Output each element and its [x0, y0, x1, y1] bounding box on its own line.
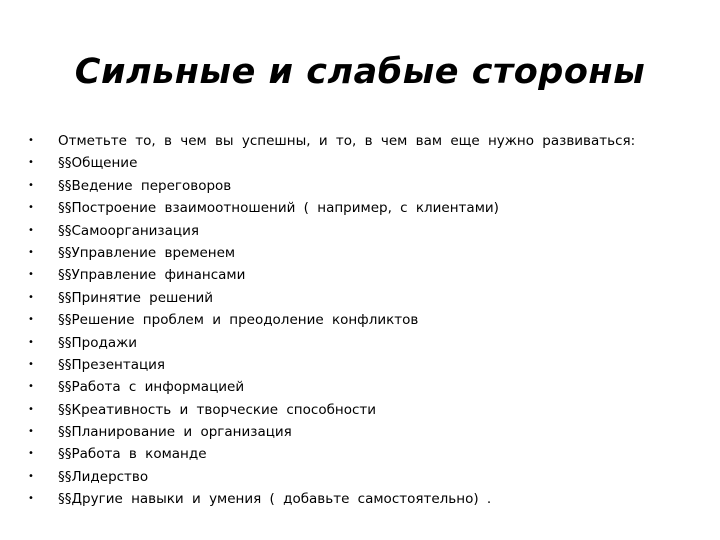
bullet-icon: •	[28, 179, 34, 191]
list-item-text: §§Ведение переговоров	[58, 177, 232, 194]
list-item-text: §§Работа в команде	[58, 446, 207, 463]
bullet-icon: •	[28, 157, 34, 169]
list-item	[28, 197, 698, 219]
list-item	[28, 332, 698, 354]
list-item-text: §§Лидерство	[58, 468, 149, 485]
bullet-icon: •	[28, 336, 34, 348]
list-item	[28, 354, 698, 376]
list-item	[28, 488, 698, 510]
list-item	[28, 220, 698, 242]
list-item-text: Отметьте то, в чем вы успешны, и то, в чем вам еще нужно развиваться:	[58, 133, 636, 149]
list-item	[28, 242, 698, 264]
list-item	[28, 309, 698, 331]
bullet-icon: •	[28, 135, 34, 146]
bullet-list	[28, 130, 698, 511]
list-item	[28, 399, 698, 421]
list-item-text: §§Общение	[58, 155, 138, 172]
list-item	[28, 376, 698, 398]
bullet-icon: •	[28, 224, 34, 236]
slide-title: Сильные и слабые стороны	[74, 52, 646, 92]
bullet-icon: •	[28, 493, 34, 505]
list-item-text: §§Управление временем	[58, 244, 236, 261]
bullet-icon: •	[28, 202, 34, 214]
list-item	[28, 130, 698, 152]
bullet-icon: •	[28, 269, 34, 281]
list-item-text: §§Управление финансами	[58, 267, 246, 284]
bullet-icon: •	[28, 246, 34, 258]
bullet-icon: •	[28, 403, 34, 415]
bullet-icon: •	[28, 426, 34, 438]
bullet-icon: •	[28, 381, 34, 393]
list-item	[28, 264, 698, 286]
list-item-text: §§Построение взаимоотношений ( например, с клиентами)	[58, 200, 499, 217]
list-item	[28, 466, 698, 488]
list-item	[28, 152, 698, 174]
bullet-icon: •	[28, 470, 34, 482]
list-item-text: §§Другие навыки и умения ( добавьте самостоятельно) .	[58, 491, 492, 508]
bullet-icon: •	[28, 314, 34, 326]
list-item-text: §§Креативность и творческие способности	[58, 401, 377, 418]
list-item	[28, 287, 698, 309]
list-item-text: §§Планирование и организация	[58, 424, 292, 441]
list-item-text: §§Презентация	[58, 356, 166, 373]
list-item-text: §§Решение проблем и преодоление конфликтов	[58, 312, 419, 329]
list-item	[28, 175, 698, 197]
list-item	[28, 421, 698, 443]
bullet-icon: •	[28, 291, 34, 303]
list-item-text: §§Продажи	[58, 334, 138, 351]
list-item-text: §§Самоорганизация	[58, 222, 199, 239]
list-item	[28, 443, 698, 465]
bullet-icon: •	[28, 358, 34, 370]
list-item-text: §§Работа с информацией	[58, 379, 245, 396]
bullet-icon: •	[28, 448, 34, 460]
list-item-text: §§Принятие решений	[58, 289, 214, 306]
